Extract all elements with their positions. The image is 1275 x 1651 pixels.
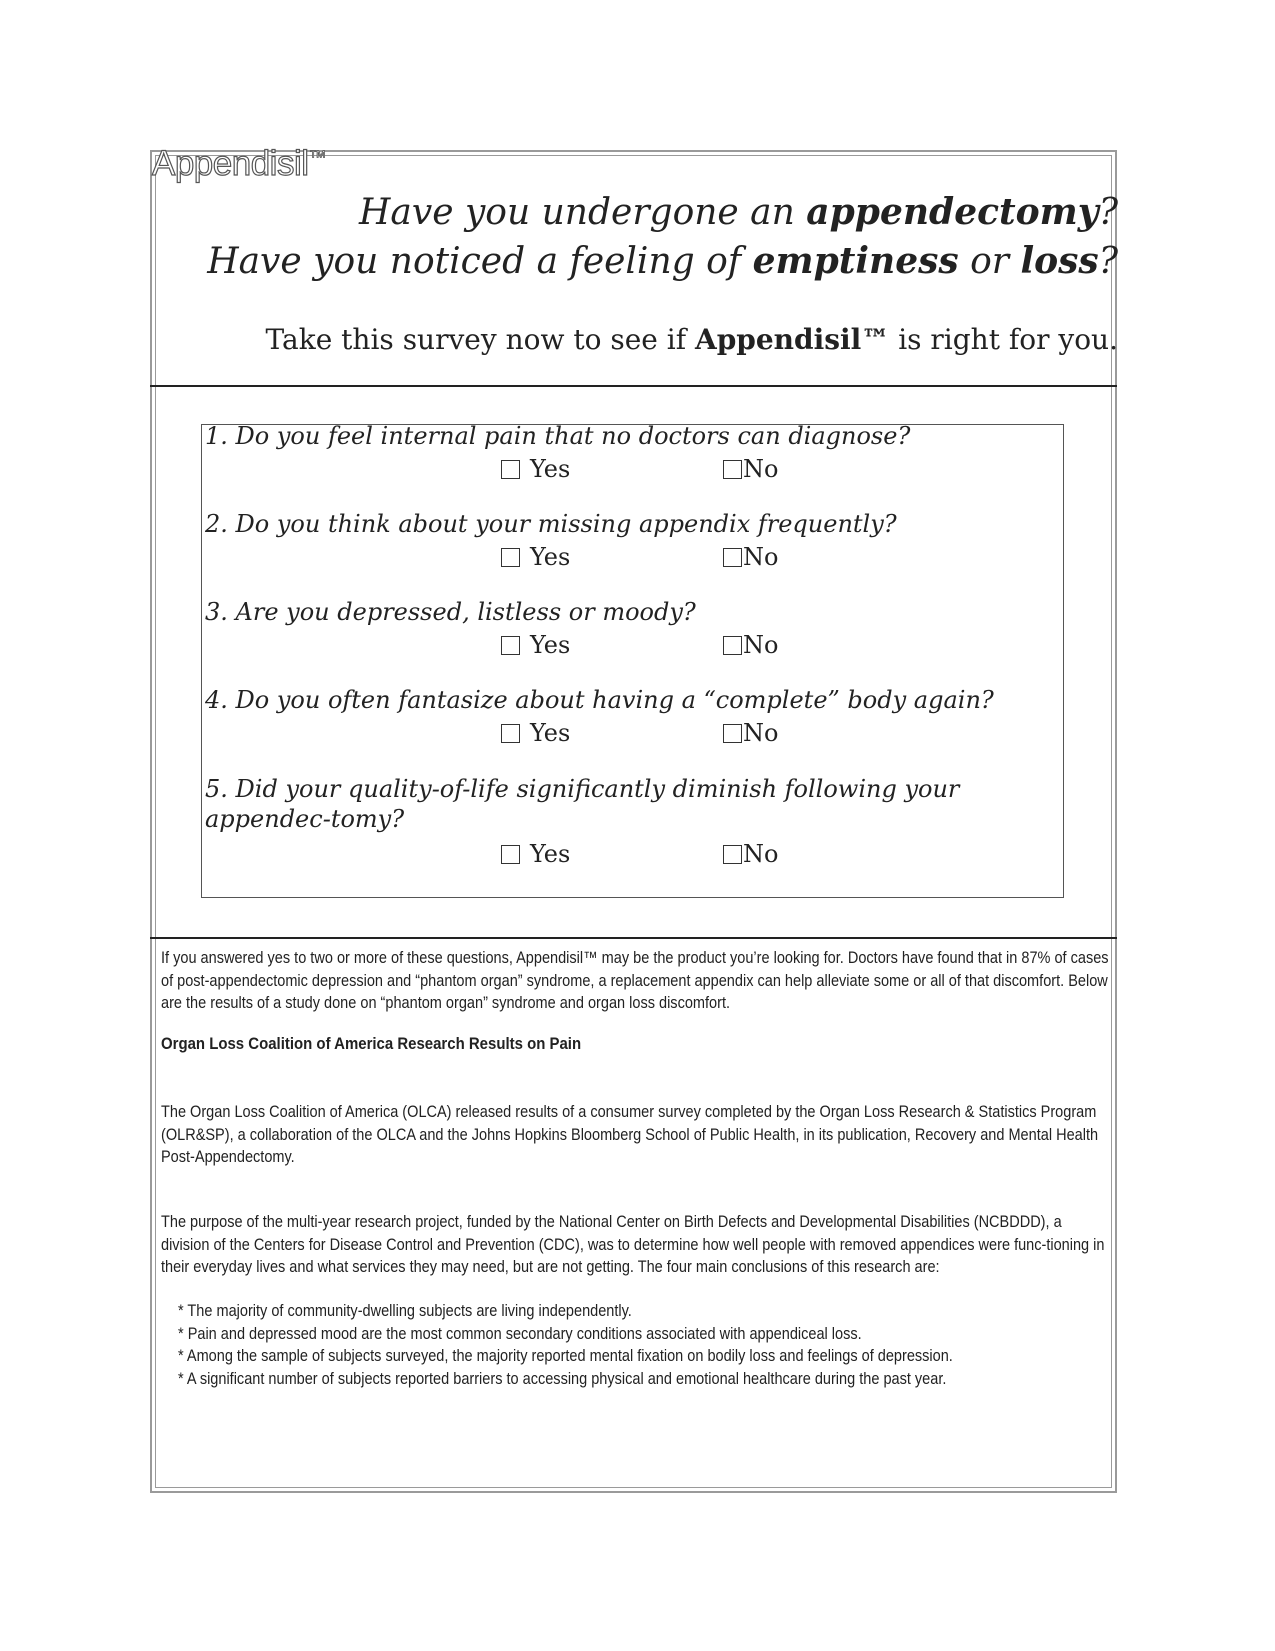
headline-2-pre: Have you noticed a feeling of	[207, 241, 753, 282]
brand-name: Appendisil	[152, 144, 309, 183]
checkbox-yes-2[interactable]	[501, 548, 520, 567]
headline-line-2	[158, 237, 1118, 286]
question-3-no[interactable]	[723, 630, 778, 660]
tagline-pre: Take this survey now to see if	[265, 323, 695, 356]
no-label: No	[743, 631, 779, 659]
checkbox-no-1[interactable]	[723, 460, 742, 479]
header-divider	[150, 385, 1117, 387]
question-4-yes[interactable]	[501, 718, 570, 748]
brand-trademark: ™	[308, 147, 326, 167]
conclusion-item: * A significant number of subjects reported barriers to accessing physical and emotional healthcare during the past year.	[178, 1368, 953, 1391]
question-5-no[interactable]	[723, 839, 778, 869]
tagline	[158, 322, 1118, 358]
question-5-yes[interactable]	[501, 839, 570, 869]
question-4-no[interactable]	[723, 718, 778, 748]
conclusion-item: * The majority of community-dwelling subjects are living independently.	[178, 1300, 953, 1323]
no-label: No	[743, 543, 779, 571]
conclusion-item: * Pain and depressed mood are the most common secondary conditions associated with appendiceal loss.	[178, 1323, 953, 1346]
checkbox-no-2[interactable]	[723, 548, 742, 567]
question-2-yes[interactable]	[501, 542, 570, 572]
headline	[158, 188, 1118, 286]
headline-1-pre: Have you undergone an	[359, 192, 807, 233]
brand-logo	[152, 146, 326, 181]
yes-label: Yes	[530, 543, 571, 571]
no-label: No	[743, 719, 779, 747]
question-2: 2. Do you think about your missing appendix frequently?	[205, 510, 897, 538]
tagline-post: is right for you.	[889, 323, 1118, 356]
no-label: No	[743, 455, 779, 483]
headline-line-1	[158, 188, 1118, 237]
purpose-paragraph: The purpose of the multi-year research project, funded by the National Center on Birth Defects and Developmental Disabilities (NCBDDD), a division of the Centers for Disease Control and Prevention (CDC), was to determine how well people with removed appendices were func-tioning in their everyday lives and what services they may need, but are not getting. The four main conclusions of this research are:	[161, 1213, 1105, 1276]
question-3-yes[interactable]	[501, 630, 570, 660]
yes-label: Yes	[530, 455, 571, 483]
survey-box	[201, 424, 1064, 898]
checkbox-no-3[interactable]	[723, 636, 742, 655]
question-1-yes[interactable]	[501, 454, 570, 484]
yes-label: Yes	[530, 719, 571, 747]
conclusion-item: * Among the sample of subjects surveyed, the majority reported mental fixation on bodily loss and feelings of depression.	[178, 1345, 953, 1368]
checkbox-yes-3[interactable]	[501, 636, 520, 655]
headline-2-emph-1: emptiness	[752, 240, 959, 282]
question-1: 1. Do you feel internal pain that no doctors can diagnose?	[205, 422, 911, 450]
yes-label: Yes	[530, 631, 571, 659]
survey-divider	[150, 937, 1117, 939]
question-3: 3. Are you depressed, listless or moody?	[205, 598, 696, 626]
checkbox-yes-4[interactable]	[501, 724, 520, 743]
olca-paragraph: The Organ Loss Coalition of America (OLCA) released results of a consumer survey completed by the Organ Loss Research & Statistics Program (OLR&SP), a collaboration of the OLCA and the Johns Hopkins Bloomberg School of Public Health, in its publication, Recovery and Mental Health Post-Appendectomy.	[161, 1103, 1099, 1166]
question-1-no[interactable]	[723, 454, 778, 484]
question-5: 5. Did your quality-of-life significantly diminish following your appendec-tomy?	[205, 775, 960, 833]
checkbox-no-4[interactable]	[723, 724, 742, 743]
checkbox-yes-5[interactable]	[501, 845, 520, 864]
research-heading: Organ Loss Coalition of America Research Results on Pain	[161, 1034, 582, 1053]
no-label: No	[743, 840, 779, 868]
headline-1-emph: appendectomy	[806, 191, 1099, 233]
headline-2-post: ?	[1098, 241, 1118, 282]
question-2-no[interactable]	[723, 542, 778, 572]
headline-2-mid: or	[958, 241, 1021, 282]
conclusions-list	[178, 1300, 953, 1390]
headline-1-post: ?	[1098, 192, 1118, 233]
tagline-emph: Appendisil™	[694, 323, 890, 356]
checkbox-no-5[interactable]	[723, 845, 742, 864]
headline-2-emph-2: loss	[1020, 240, 1099, 282]
intro-paragraph: If you answered yes to two or more of these questions, Appendisil™ may be the product you’re looking for. Doctors have found that in 87% of cases of post-appendectomic depression and “phantom organ” syndrome, a replacement appendix can help alleviate some or all of that discomfort. Below are the results of a study done on “phantom organ” syndrome and organ loss discomfort.	[161, 949, 1109, 1012]
yes-label: Yes	[530, 840, 571, 868]
checkbox-yes-1[interactable]	[501, 460, 520, 479]
question-4: 4. Do you often fantasize about having a “complete” body again?	[205, 686, 994, 714]
